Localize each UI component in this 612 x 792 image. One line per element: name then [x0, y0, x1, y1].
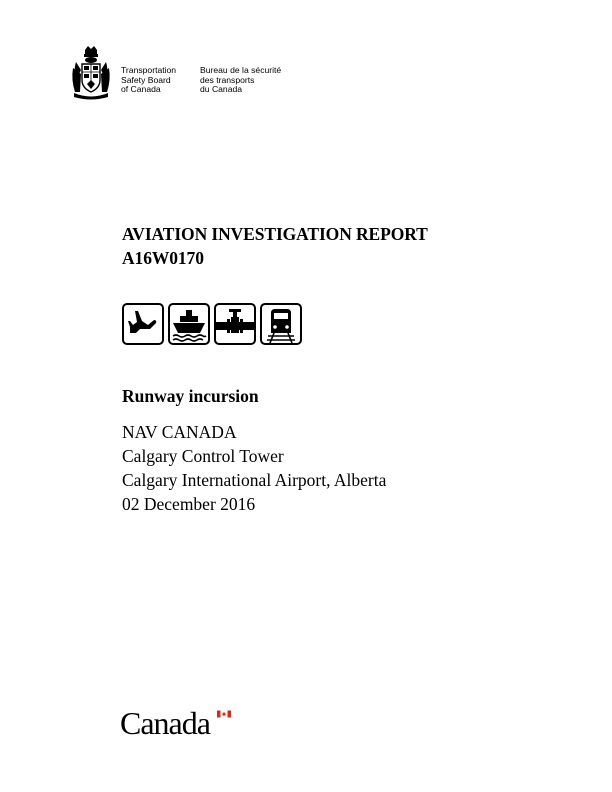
canada-wordmark — [120, 703, 235, 743]
agency-name-en — [121, 66, 176, 95]
agency-en-line-3: of Canada — [121, 84, 161, 95]
occurrence-details — [122, 420, 386, 516]
coat-of-arms-icon — [71, 44, 111, 100]
report-title — [122, 222, 428, 270]
agency-fr-line-3: du Canada — [200, 84, 243, 95]
agency-en-line-2: Safety Board — [121, 74, 171, 85]
canada-wordmark-text: Canada — [120, 705, 210, 741]
occurrence-type: Runway incursion — [122, 386, 259, 406]
agency-name-fr — [200, 66, 281, 95]
operator: NAV CANADA — [122, 422, 237, 442]
report-number: A16W0170 — [122, 248, 204, 268]
report-title-line-1: AVIATION INVESTIGATION REPORT — [122, 224, 428, 244]
agency-fr-line-1: Bureau de la sécurité — [200, 65, 282, 75]
ship-icon — [168, 303, 210, 345]
agency-header — [71, 44, 311, 104]
agency-en-line-1: Transportation — [121, 65, 177, 75]
facility: Calgary Control Tower — [122, 446, 284, 466]
location: Calgary International Airport, Alberta — [122, 470, 387, 490]
pipeline-icon — [214, 303, 256, 345]
occurrence-date: 02 December 2016 — [122, 494, 256, 514]
agency-fr-line-2: des transports — [200, 74, 255, 85]
canada-flag-icon — [217, 710, 231, 718]
airplane-icon — [122, 303, 164, 345]
train-icon — [260, 303, 302, 345]
